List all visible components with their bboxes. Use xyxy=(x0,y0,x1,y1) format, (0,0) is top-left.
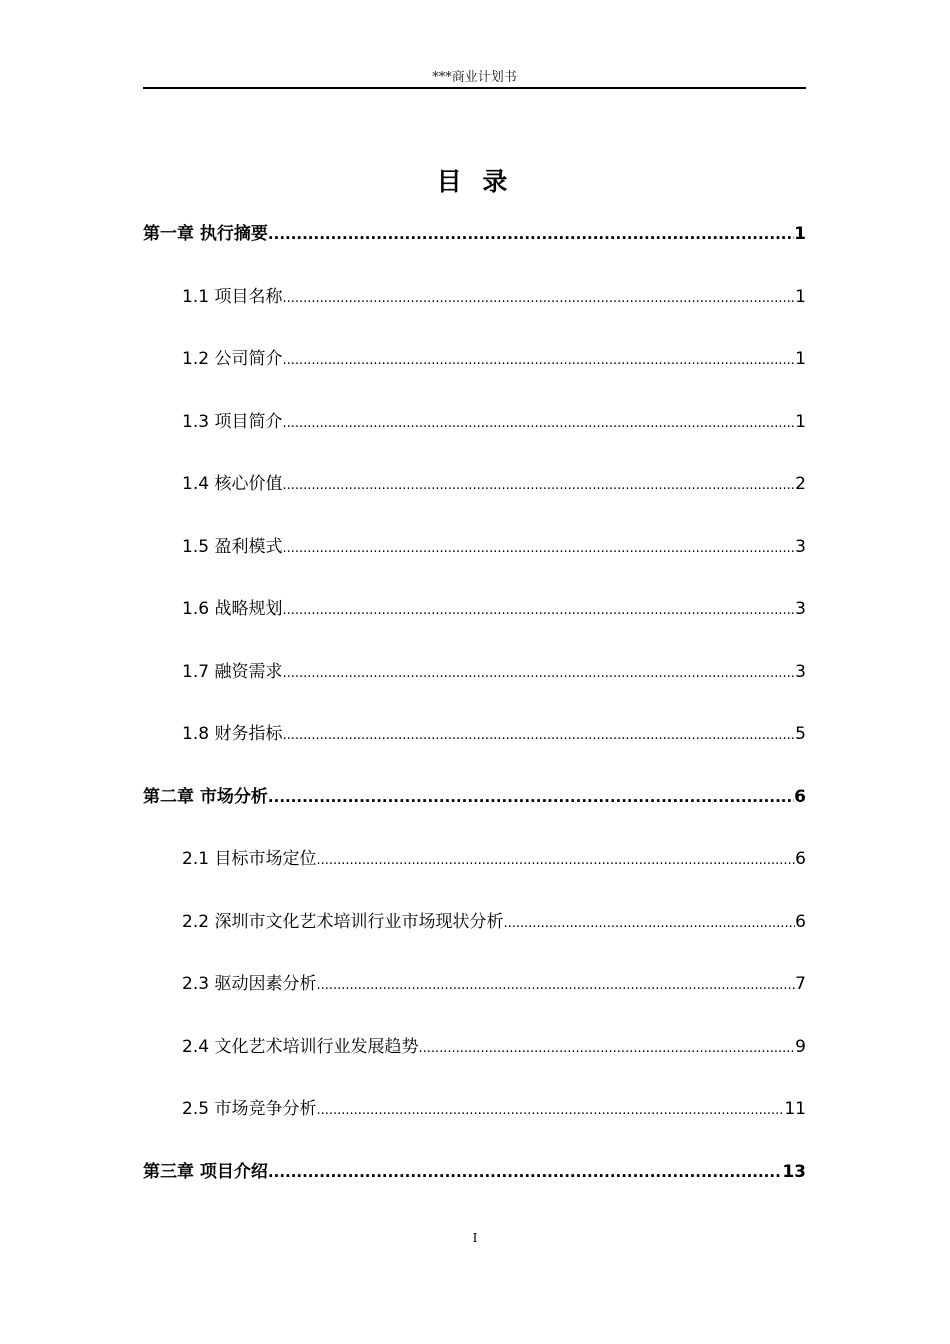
toc-section-entry[interactable] xyxy=(143,406,806,469)
dot-leader xyxy=(282,468,795,502)
dot-leader xyxy=(282,406,795,440)
toc-entry-page: 1 xyxy=(794,224,806,244)
toc-entry-page: 1 xyxy=(795,411,806,432)
dot-leader xyxy=(268,1156,782,1188)
toc-chapter-entry[interactable] xyxy=(143,218,806,281)
toc-entry-label: 第二章 市场分析 xyxy=(143,786,268,807)
toc-entry-label: 1.5 盈利模式 xyxy=(182,536,283,557)
toc-section-entry[interactable] xyxy=(143,968,806,1031)
toc-entry-label: 2.1 目标市场定位 xyxy=(182,849,317,869)
toc-entry-label: 1.2 公司简介 xyxy=(182,349,283,369)
toc-section-entry[interactable] xyxy=(143,281,806,344)
toc-section-entry[interactable] xyxy=(143,343,806,406)
toc-section-entry[interactable] xyxy=(143,718,806,781)
toc-section-entry[interactable] xyxy=(143,531,806,594)
dot-leader xyxy=(268,781,794,813)
dot-leader xyxy=(282,593,795,627)
toc-entry-label: 1.1 项目名称 xyxy=(182,286,283,307)
toc-entry-label: 1.3 项目简介 xyxy=(182,411,283,432)
toc-section-entry[interactable] xyxy=(143,1031,806,1094)
toc-title: 目 录 xyxy=(436,167,514,196)
toc-entry-page: 3 xyxy=(795,661,806,682)
toc-entry-page: 3 xyxy=(795,599,806,619)
toc-entry-page: 13 xyxy=(782,1161,806,1182)
toc-entry-label: 第一章 执行摘要 xyxy=(143,224,268,244)
toc-entry-page: 11 xyxy=(784,1099,806,1119)
toc-entry-page: 1 xyxy=(795,349,806,369)
dot-leader xyxy=(316,968,795,1002)
page-number: I xyxy=(472,1231,478,1245)
dot-leader xyxy=(418,1031,795,1065)
toc-entry-label: 1.7 融资需求 xyxy=(182,661,283,682)
dot-leader xyxy=(503,906,795,940)
dot-leader xyxy=(282,656,795,690)
toc-entry-page: 6 xyxy=(795,911,806,932)
toc-section-entry[interactable] xyxy=(143,843,806,906)
dot-leader xyxy=(316,1093,784,1127)
toc-entry-page: 9 xyxy=(795,1036,806,1057)
dot-leader xyxy=(282,718,795,752)
toc-entry-label: 2.4 文化艺术培训行业发展趋势 xyxy=(182,1036,419,1057)
header-rule xyxy=(143,87,806,89)
toc-entry-page: 5 xyxy=(795,724,806,744)
toc-chapter-entry[interactable] xyxy=(143,1156,806,1219)
dot-leader xyxy=(282,531,795,565)
toc-section-entry[interactable] xyxy=(143,656,806,719)
toc-section-entry[interactable] xyxy=(143,906,806,969)
toc-entry-label: 2.2 深圳市文化艺术培训行业市场现状分析 xyxy=(182,911,504,932)
dot-leader xyxy=(316,843,795,877)
toc-entry-page: 7 xyxy=(795,974,806,994)
toc-entry-label: 第三章 项目介绍 xyxy=(143,1161,268,1182)
dot-leader xyxy=(282,343,795,377)
toc-entry-label: 1.8 财务指标 xyxy=(182,724,283,744)
toc-section-entry[interactable] xyxy=(143,1093,806,1156)
toc-section-entry[interactable] xyxy=(143,468,806,531)
toc-entry-page: 6 xyxy=(794,786,806,807)
table-of-contents xyxy=(143,218,806,1218)
toc-entry-label: 1.6 战略规划 xyxy=(182,599,283,619)
running-header: ***商业计划书 xyxy=(432,70,517,85)
toc-entry-label: 2.5 市场竞争分析 xyxy=(182,1099,317,1119)
toc-section-entry[interactable] xyxy=(143,593,806,656)
dot-leader xyxy=(282,281,795,315)
toc-entry-page: 2 xyxy=(795,474,806,494)
toc-chapter-entry[interactable] xyxy=(143,781,806,844)
toc-entry-label: 1.4 核心价值 xyxy=(182,474,283,494)
toc-entry-page: 1 xyxy=(795,286,806,307)
dot-leader xyxy=(268,218,794,250)
toc-entry-page: 3 xyxy=(795,536,806,557)
toc-entry-page: 6 xyxy=(795,849,806,869)
toc-entry-label: 2.3 驱动因素分析 xyxy=(182,974,317,994)
